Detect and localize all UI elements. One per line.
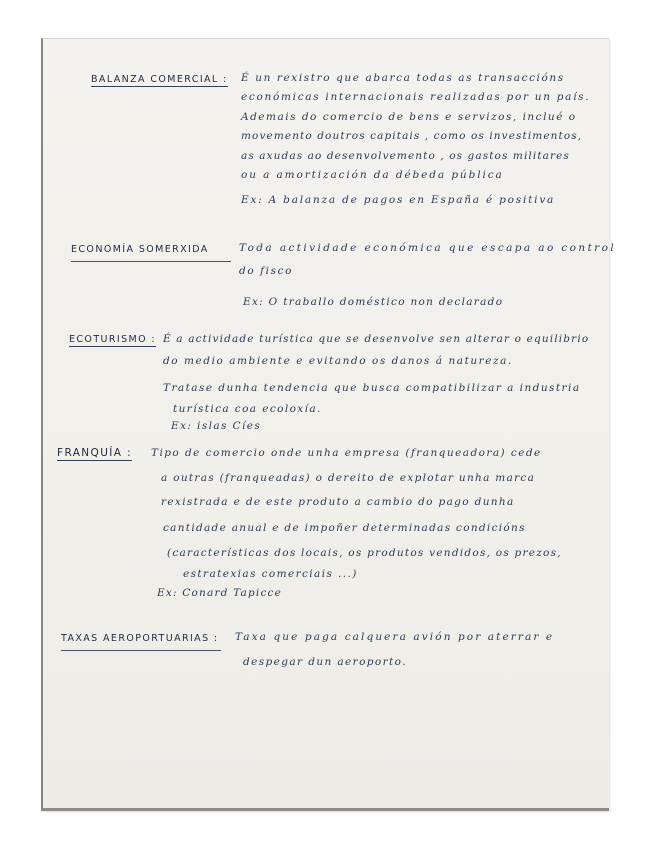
term-franquia: FRANQUÍA : xyxy=(57,447,133,459)
definition-line: (características dos locais, os produtos vendidos, os prezos, xyxy=(167,547,562,559)
definition-line: a outras (franqueadas) o dereito de explotar unha marca xyxy=(161,472,536,484)
definition-line: estratexias comerciais ...) xyxy=(183,568,358,580)
definition-line: É un rexistro que abarca todas as transaccións xyxy=(241,72,565,84)
definition-line: movemento doutros capitais , como os investimentos, xyxy=(241,130,583,142)
term-underline xyxy=(71,261,231,262)
definition-line: rexistrada e de este produto a cambio do pago dunha xyxy=(161,496,515,508)
term-underline xyxy=(61,650,221,651)
definition-line: Tipo de comercio onde unha empresa (franqueadora) cede xyxy=(151,447,542,459)
example-line: Ex: A balanza de pagos en España é positiva xyxy=(241,194,556,206)
definition-line: as axudas ao desenvolvemento , os gastos militares xyxy=(241,150,570,162)
definition-line: Taxa que paga calquera avión por aterrar e xyxy=(235,631,555,643)
term-ecoturismo: ECOTURISMO : xyxy=(69,334,156,345)
definition-line: ou a amortización da débeda pública xyxy=(241,169,504,181)
term-balanza-comercial: BALANZA COMERCIAL : xyxy=(91,74,228,85)
definition-line: Ademais do comercio de bens e servizos, inclué o xyxy=(241,111,577,123)
definition-line: Toda actividade económica que escapa ao control xyxy=(239,242,617,254)
definition-line: do fisco xyxy=(239,265,294,277)
example-line: Ex: islas Cíes xyxy=(171,420,262,432)
example-line: Ex: Conard Tapicce xyxy=(157,587,283,599)
term-taxas-aeroportuarias: TAXAS AEROPORTUARIAS : xyxy=(61,633,219,644)
notebook-page xyxy=(41,38,617,811)
definition-line: cantidade anual e de impoñer determinadas condicións xyxy=(163,522,526,534)
definition-line: despegar dun aeroporto. xyxy=(243,656,407,668)
definition-line: turística coa ecoloxía. xyxy=(173,403,322,415)
definition-line: É a actividade turística que se desenvolve sen alterar o equilibrio xyxy=(163,333,590,345)
definition-line: Tratase dunha tendencia que busca compatibilizar a industria xyxy=(163,382,581,394)
term-economia-somerxida: ECONOMÍA SOMERXIDA xyxy=(71,244,209,255)
definition-line: do medio ambiente e evitando os danos á natureza. xyxy=(163,355,513,367)
example-line: Ex: O traballo doméstico non declarado xyxy=(243,296,504,308)
definition-line: económicas internacionais realizadas por un país. xyxy=(241,91,591,103)
